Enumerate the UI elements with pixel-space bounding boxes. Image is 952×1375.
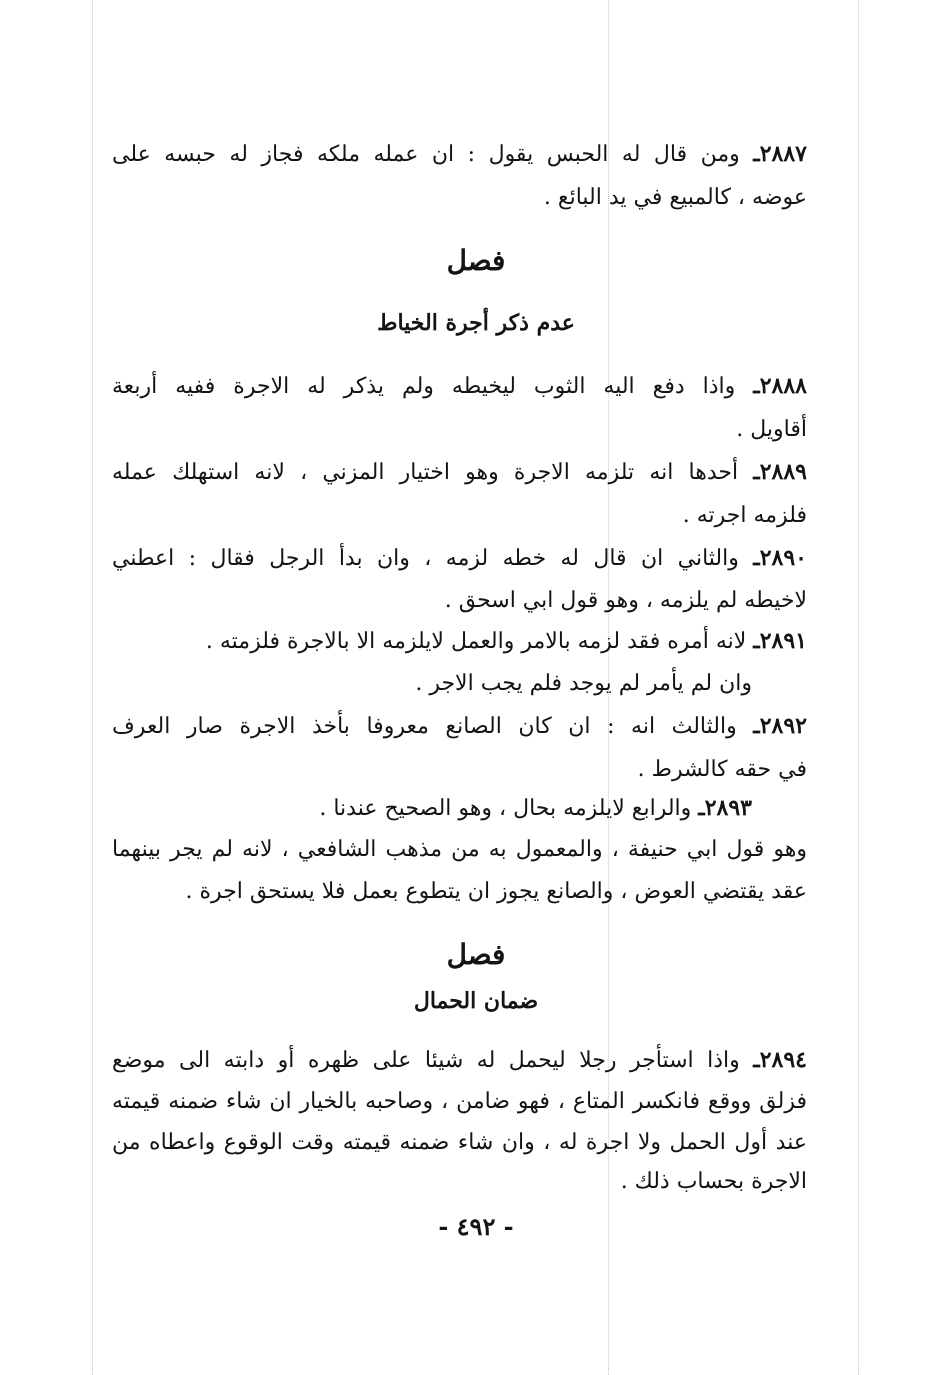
paragraph-2892-line-1 bbox=[112, 712, 807, 741]
paragraph-number: ٢٨٩٠ـ bbox=[753, 545, 807, 571]
paragraph-number: ٢٨٩١ـ bbox=[753, 628, 807, 654]
paragraph-2887-line-1 bbox=[112, 140, 807, 169]
paragraph-number: ٢٨٨٨ـ bbox=[753, 373, 807, 399]
paragraph-text: ومن قال له الحبس يقول : ان عمله ملكه فجاز له حبسه على bbox=[112, 142, 740, 167]
paragraph-text: واذا دفع اليه الثوب ليخيطه ولم يذكر له الاجرة ففيه أربعة bbox=[112, 374, 736, 399]
paragraph-text: والثاني ان قال له خطه لزمه ، وان بدأ الرجل فقال : اعطني bbox=[112, 546, 739, 571]
paragraph-2893-line-3: عقد يقتضي العوض ، والصانع يجوز ان يتطوع بعمل فلا يستحق اجرة . bbox=[185, 879, 807, 904]
paragraph-2891-line-1 bbox=[206, 627, 807, 656]
section-heading-text: فصل bbox=[446, 938, 506, 971]
paragraph-number: ٢٨٨٧ـ bbox=[753, 141, 807, 167]
section-title: عدم ذكر أجرة الخياط bbox=[377, 310, 575, 336]
paragraph-2893-line-1 bbox=[319, 794, 752, 823]
paragraph-text: والرابع لايلزمه بحال ، وهو الصحيح عندنا . bbox=[319, 796, 692, 821]
section-heading bbox=[0, 244, 952, 277]
page-number: - ٤٩٢ - bbox=[438, 1212, 514, 1241]
paragraph-text: واذا استأجر رجلا ليحمل له شيئا على ظهره أو دابته الى موضع bbox=[112, 1048, 740, 1073]
paragraph-number: ٢٨٨٩ـ bbox=[753, 459, 807, 485]
paragraph-2890-line-2: لاخيطه لم يلزمه ، وهو قول ابي اسحق . bbox=[444, 588, 807, 613]
paragraph-number: ٢٨٩٣ـ bbox=[698, 795, 752, 821]
section-heading bbox=[0, 938, 952, 971]
paragraph-2887-line-2: عوضه ، كالمبيع في يد البائع . bbox=[543, 185, 807, 210]
paragraph-2894-line-3: عند أول الحمل ولا اجرة له ، وان شاء ضمنه قيمته وقت الوقوع واعطاه من bbox=[112, 1130, 807, 1155]
section-title: ضمان الحمال bbox=[413, 988, 539, 1014]
paragraph-number: ٢٨٩٢ـ bbox=[753, 713, 807, 739]
paragraph-2894-line-1 bbox=[112, 1046, 807, 1075]
paragraph-2892-line-2: في حقه كالشرط . bbox=[637, 757, 807, 782]
scan-artifact-line bbox=[92, 0, 93, 1375]
paragraph-2888-line-1 bbox=[112, 372, 807, 401]
paragraph-2893-line-2: وهو قول ابي حنيفة ، والمعمول به من مذهب الشافعي ، لانه لم يجر بينهما bbox=[112, 837, 807, 862]
paragraph-number: ٢٨٩٤ـ bbox=[753, 1047, 807, 1073]
paragraph-2891-line-2: وان لم يأمر لم يوجد فلم يجب الاجر . bbox=[415, 671, 752, 696]
paragraph-text: والثالث انه : ان كان الصانع معروفا بأخذ الاجرة صار العرف bbox=[112, 714, 737, 739]
paragraph-2890-line-1 bbox=[112, 544, 807, 573]
paragraph-2894-line-2: فزلق ووقع فانكسر المتاع ، فهو ضامن ، وصاحبه بالخيار ان شاء ضمنه قيمته bbox=[112, 1089, 807, 1114]
section-heading-text: فصل bbox=[446, 244, 506, 277]
paragraph-2894-line-4: الاجرة بحساب ذلك . bbox=[620, 1169, 807, 1194]
scan-artifact-line bbox=[858, 0, 859, 1375]
paragraph-2889-line-1 bbox=[112, 458, 807, 487]
paragraph-text: لانه أمره فقد لزمه بالامر والعمل لايلزمه الا بالاجرة فلزمته . bbox=[205, 629, 747, 654]
paragraph-2889-line-2: فلزمه اجرته . bbox=[682, 503, 807, 528]
paragraph-text: أحدها انه تلزمه الاجرة وهو اختيار المزني ، لانه استهلك عمله bbox=[112, 460, 739, 485]
paragraph-2888-line-2: أقاويل . bbox=[736, 417, 807, 442]
